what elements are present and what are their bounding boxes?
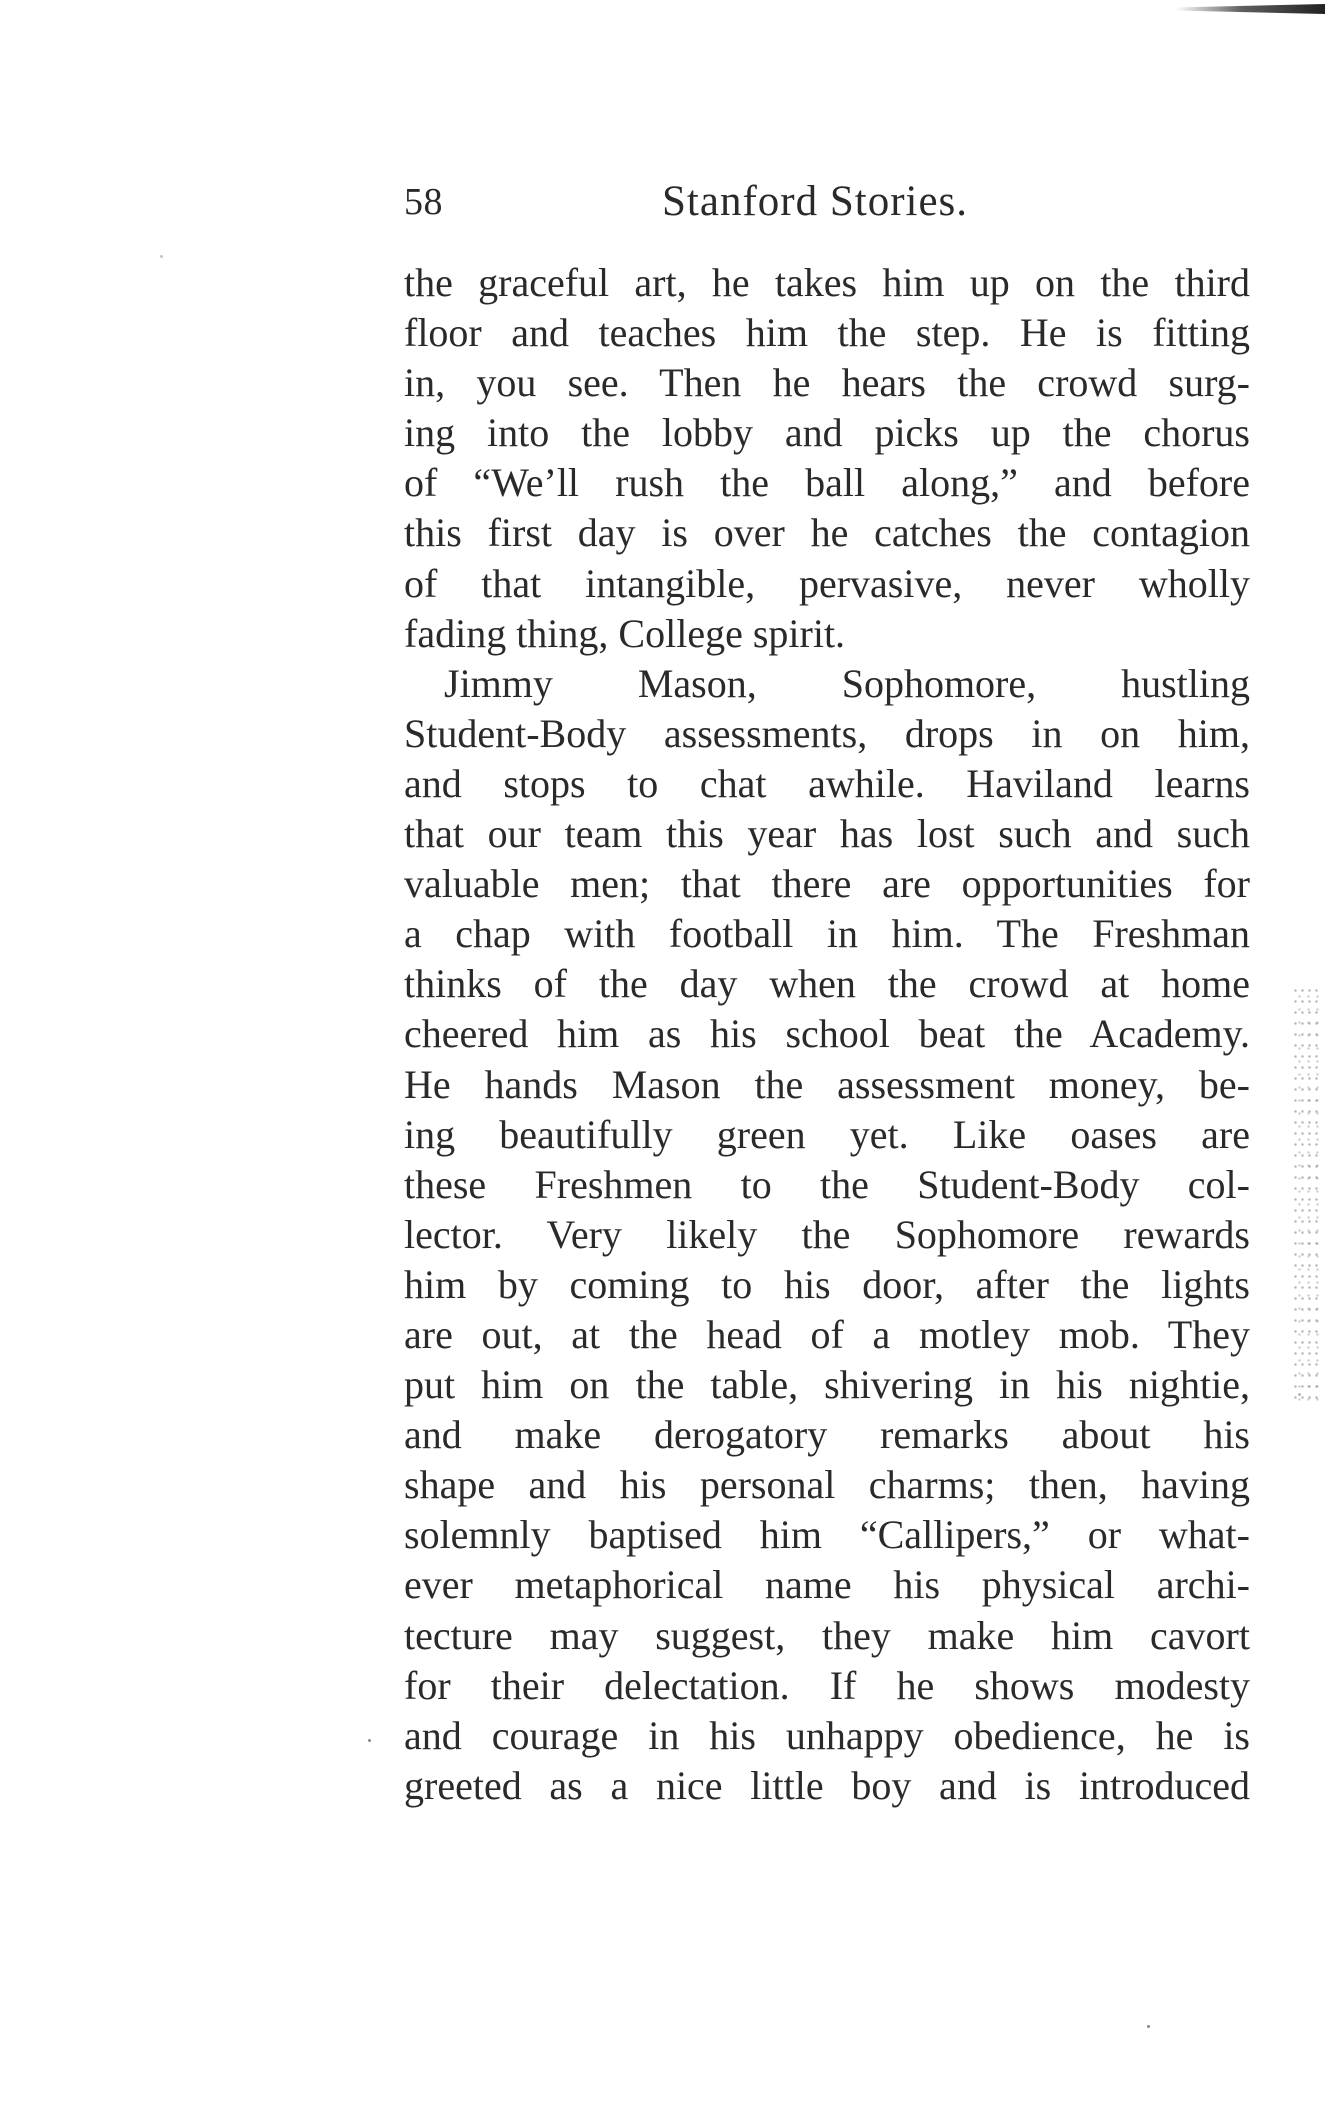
scan-speck <box>368 1739 371 1742</box>
text-line: ever metaphorical name his physical archi- <box>404 1562 1250 1608</box>
text-line: Student-Body assessments, drops in on him, <box>404 710 1250 756</box>
text-line: and stops to chat awhile. Haviland learns <box>404 760 1250 806</box>
text-line: cheered him as his school beat the Academy. <box>404 1011 1250 1057</box>
page-number: 58 <box>404 181 443 223</box>
text-line: of that intangible, pervasive, never wholly <box>404 560 1250 606</box>
text-line: and courage in his unhappy obedience, he is <box>404 1712 1250 1758</box>
text-line: lector. Very likely the Sophomore rewards <box>404 1211 1250 1257</box>
text-line: in, you see. Then he hears the crowd surg- <box>404 360 1250 406</box>
body-text <box>404 258 1250 1811</box>
text-line: fading thing, College spirit. <box>404 610 846 656</box>
text-line: a chap with football in him. The Freshman <box>404 911 1250 957</box>
text-line: thinks of the day when the crowd at home <box>404 961 1250 1007</box>
scan-speck <box>160 255 163 258</box>
scan-speck <box>1298 1393 1301 1396</box>
text-line: these Freshmen to the Student-Body col- <box>404 1161 1250 1207</box>
text-line: ing beautifully green yet. Like oases are <box>404 1111 1250 1157</box>
running-title: Stanford Stories. <box>662 178 969 225</box>
text-line: this first day is over he catches the contagion <box>404 510 1250 556</box>
text-line: valuable men; that there are opportunities for <box>404 861 1250 907</box>
text-line: shape and his personal charms; then, having <box>404 1462 1250 1508</box>
text-line: the graceful art, he takes him up on the third <box>404 260 1250 305</box>
text-line: ing into the lobby and picks up the chorus <box>404 410 1250 456</box>
scan-edge-mark <box>1175 4 1325 14</box>
text-line: greeted as a nice little boy and is introduced <box>404 1762 1250 1808</box>
page-edge-noise <box>1292 985 1320 1405</box>
text-line: him by coming to his door, after the lights <box>404 1261 1250 1307</box>
text-line: that our team this year has lost such and such <box>404 811 1250 857</box>
text-line: and make derogatory remarks about his <box>404 1412 1250 1458</box>
text-line: He hands Mason the assessment money, be- <box>404 1061 1250 1107</box>
text-line: are out, at the head of a motley mob. They <box>404 1311 1250 1357</box>
text-line: Jimmy Mason, Sophomore, hustling <box>444 660 1250 706</box>
text-line: for their delectation. If he shows modesty <box>404 1662 1250 1708</box>
text-line: of “We’ll rush the ball along,” and before <box>404 460 1250 506</box>
text-line: floor and teaches him the step. He is fitting <box>404 310 1250 356</box>
text-line: tecture may suggest, they make him cavort <box>404 1612 1250 1658</box>
running-header <box>404 172 1250 232</box>
text-line: put him on the table, shivering in his nightie, <box>404 1362 1250 1408</box>
scan-speck <box>1147 2025 1150 2028</box>
text-line: solemnly baptised him “Callipers,” or what- <box>404 1512 1250 1558</box>
